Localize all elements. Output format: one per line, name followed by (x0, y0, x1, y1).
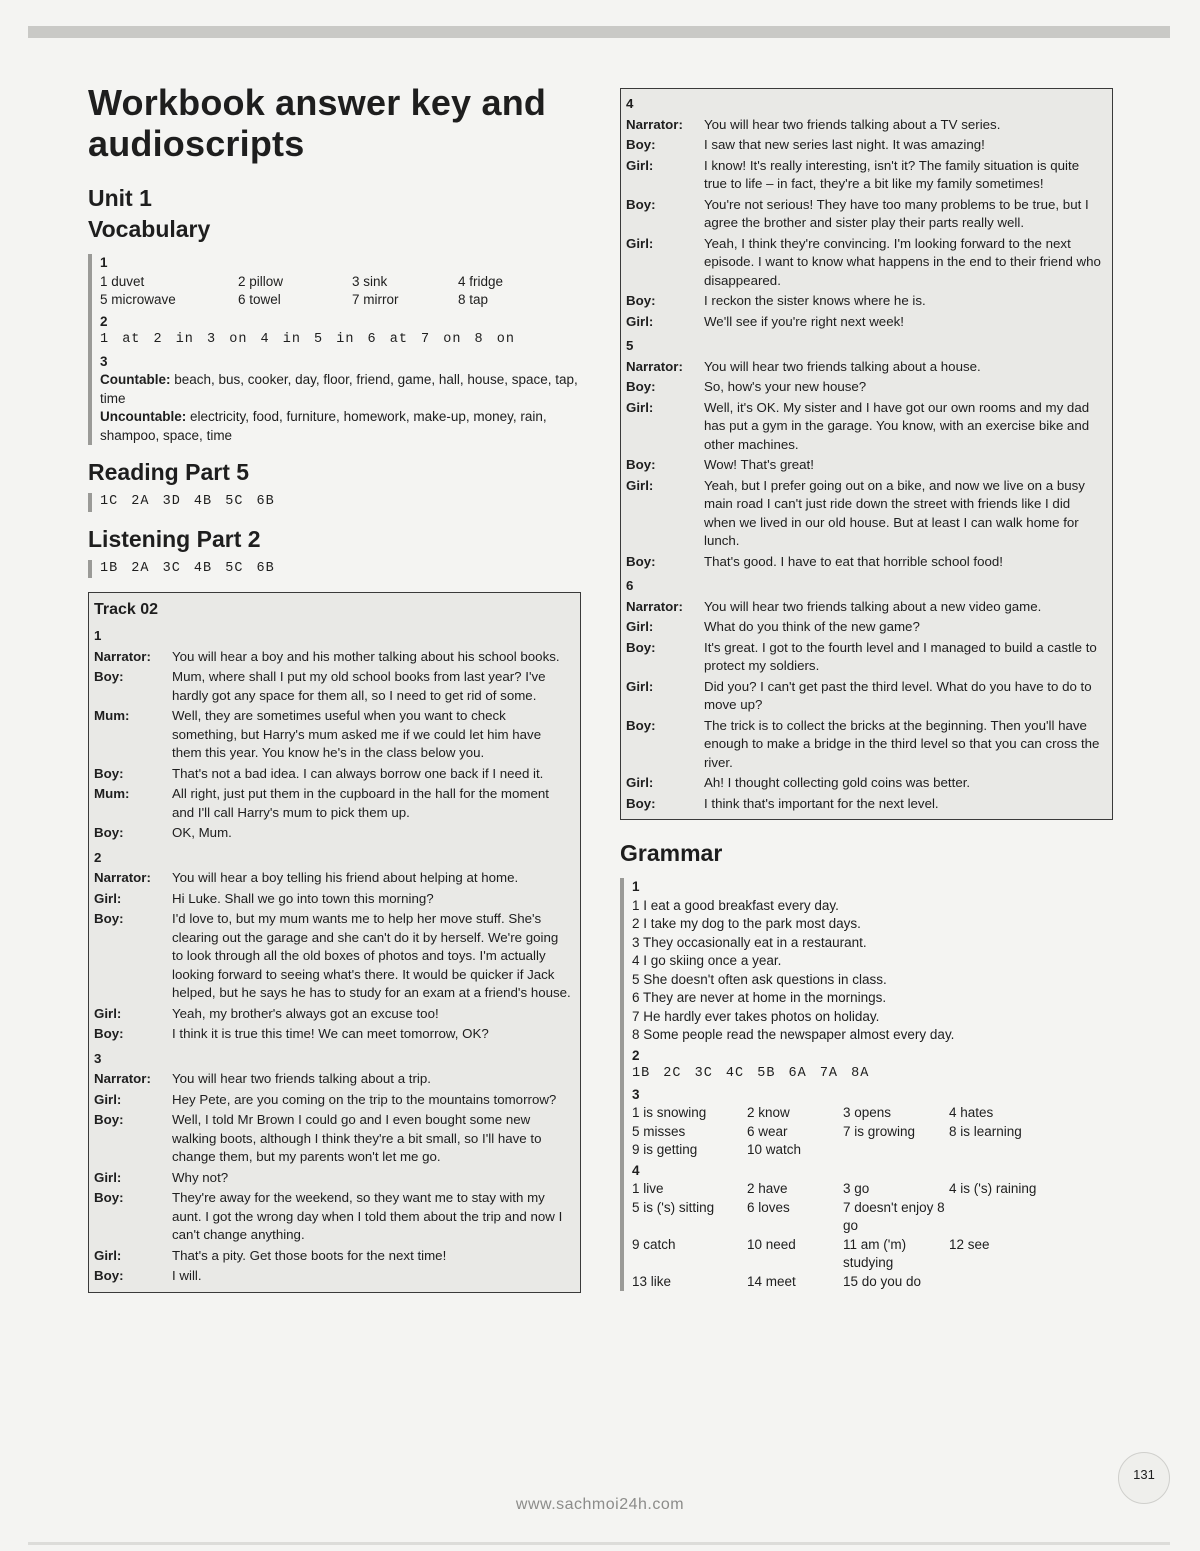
dialogue-text: You're not serious! They have too many problems to be true, but I agree the brother and sister play their parts really well. (704, 196, 1089, 230)
vocabulary-heading: Vocabulary (88, 216, 211, 242)
dialogue-line (626, 456, 1104, 475)
answer-item: 3 go (843, 1181, 870, 1196)
exercise-number: 3 (632, 1086, 640, 1102)
answer-item: 3 sink (352, 273, 388, 289)
speaker-label: Boy: (94, 1026, 124, 1041)
countable-list (100, 371, 588, 408)
speaker-label: Mum: (94, 708, 130, 723)
part-number: 3 (94, 1050, 102, 1066)
bottom-scan-band (28, 1542, 1170, 1545)
answer-item (949, 1273, 1043, 1292)
dialogue-line (94, 824, 572, 843)
dialogue-line (626, 678, 1104, 715)
footer-url: www.sachmoi24h.com (515, 1496, 685, 1513)
speaker-label: Girl: (626, 157, 654, 173)
dialogue-line (626, 477, 1104, 551)
dialogue-text: I know! It's really interesting, isn't it? The family situation is quite true to life – in fact, they're a bit like my family sometimes! (704, 157, 1080, 191)
speaker-label: Boy: (626, 795, 656, 811)
answer-item: 2 pillow (238, 273, 284, 289)
dialogue-line (94, 890, 572, 909)
answer-item: 11 am ('m) studying (843, 1236, 907, 1270)
answer-item: 4 is ('s) raining (949, 1181, 1037, 1196)
dialogue-text: I'd love to, but my mum wants me to help her move stuff. She's clearing out the garage and she can't do it by herself. We're going to look through all the old boxes of photos and toys. I'm actually looking forward to seeing what's there. It would be quicker if Jack helped, but he says he has to study for an exam at a friend's house. (172, 911, 571, 1000)
speaker-label: Girl: (94, 1169, 122, 1185)
dialogue-text: Ah! I thought collecting gold coins was better. (704, 775, 971, 790)
countable-label: Countable: (100, 372, 171, 387)
answer-item: 6 towel (238, 292, 281, 307)
dialogue-text: They're away for the weekend, so they want me to stay with my aunt. I got the wrong day when I told them about the trip and now I can't change anything. (172, 1190, 563, 1242)
speaker-label: Girl: (94, 1091, 122, 1107)
speaker-label: Boy: (626, 379, 656, 394)
part-number: 6 (626, 578, 634, 593)
speaker-label: Girl: (626, 619, 654, 634)
dialogue-line (626, 235, 1104, 291)
speaker-label: Narrator: (94, 648, 151, 664)
answer-item: 1 live (632, 1181, 664, 1196)
speaker-label: Mum: (94, 786, 130, 801)
countable-text: beach, bus, cooker, day, floor, friend, game, hall, house, space, tap, time (100, 372, 578, 406)
answer-item: 5 microwave (100, 292, 176, 307)
speaker-label: Boy: (626, 717, 656, 733)
right-column (620, 88, 1118, 1291)
answer-item: 4 I go skiing once a year. (632, 953, 782, 968)
dialogue-line (94, 1070, 572, 1089)
dialogue-line (94, 1189, 572, 1245)
answer-item: 10 need (747, 1236, 796, 1252)
dialogue-text: Did you? I can't get past the third level. What do you have to do to move up? (704, 678, 1092, 712)
dialogue-text: You will hear two friends talking about a TV series. (704, 116, 1001, 132)
dialogue-text: Well, it's OK. My sister and I have got our own rooms and my dad has put a gym in the garage. You know, with an exercise bike and other machines. (704, 399, 1090, 452)
dialogue-line (94, 1267, 572, 1286)
dialogue-line (94, 1005, 572, 1024)
speaker-label: Boy: (626, 196, 656, 212)
exercise-number: 1 (100, 255, 108, 270)
exercise-number: 3 (100, 353, 108, 369)
dialogue-text: Why not? (172, 1169, 229, 1185)
dialogue-line (94, 869, 572, 888)
answer-item: 4 hates (949, 1105, 994, 1120)
dialogue-line (94, 1091, 572, 1110)
dialogue-text: You will hear a boy and his mother talking about his school books. (172, 648, 560, 664)
grammar-ex1-list (632, 897, 1118, 1045)
dialogue-text: Yeah, I think they're convincing. I'm looking forward to the next episode. I want to know what happens in the end to their friend who disappeared. (704, 235, 1101, 288)
dialogue-line (626, 717, 1104, 773)
reading-heading: Reading Part 5 (88, 459, 250, 485)
uncountable-text: electricity, food, furniture, homework, make-up, money, rain, shampoo, space, time (100, 409, 547, 443)
page-title: Workbook answer key and audioscripts (88, 82, 547, 164)
speaker-label: Girl: (94, 1005, 122, 1021)
dialogue-text: Hi Luke. Shall we go into town this morning? (172, 890, 434, 906)
speaker-label: Girl: (626, 235, 654, 251)
answer-item: 3 opens (843, 1105, 892, 1120)
answer-item: 9 catch (632, 1236, 676, 1252)
top-scan-band (28, 26, 1170, 38)
answer-item: 8 tap (458, 292, 489, 307)
answer-item (949, 1199, 1043, 1236)
exercise-number: 1 (632, 879, 640, 894)
answer-item: 7 He hardly ever takes photos on holiday. (632, 1008, 880, 1024)
dialogue-line (626, 196, 1104, 233)
track-script-box-right (620, 88, 1113, 820)
reading-answer-line: 1C 2A 3D 4B 5C 6B (100, 494, 275, 509)
answer-item: 4 fridge (458, 273, 504, 289)
answer-item: 8 Some people read the newspaper almost every day. (632, 1027, 955, 1042)
reading-answers (88, 493, 588, 512)
page-number: 131 (1118, 1452, 1170, 1504)
dialogue-line (626, 313, 1104, 332)
exercise-number: 2 (632, 1047, 640, 1063)
listening-heading: Listening Part 2 (88, 525, 261, 552)
track-title: Track 02 (94, 601, 159, 618)
part-number: 1 (94, 628, 102, 643)
dialogue-text: I will. (172, 1268, 202, 1283)
answer-item: 1 I eat a good breakfast every day. (632, 897, 839, 913)
dialogue-text: We'll see if you're right next week! (704, 313, 904, 329)
grammar-heading: Grammar (620, 840, 723, 866)
vocabulary-answers (88, 254, 588, 445)
grammar-ex3-grid (632, 1104, 1118, 1160)
dialogue-line (626, 116, 1104, 135)
grammar-ex4-grid (632, 1180, 1118, 1291)
speaker-label: Boy: (626, 457, 656, 472)
answer-item: 7 is growing (843, 1123, 916, 1139)
speaker-label: Girl: (94, 890, 122, 906)
dialogue-text: Well, they are sometimes useful when you want to check something, but Harry's mum asked me if we could let him have them this year. You know he's in the class below you. (172, 708, 542, 760)
answer-item: 6 wear (747, 1123, 788, 1139)
answer-item: 9 is getting (632, 1142, 698, 1157)
dialogue-text: Mum, where shall I put my old school books from last year? I've hardly got any space for them all, so I need to get rid of some. (172, 669, 546, 703)
dialogue-text: Wow! That's great! (704, 457, 814, 472)
answer-item: 1 duvet (100, 273, 145, 289)
vocabulary-ex1-grid (100, 273, 588, 310)
answer-item: 8 is learning (949, 1123, 1022, 1139)
dialogue-line (94, 1025, 572, 1044)
answer-item: 12 see (949, 1236, 990, 1252)
speaker-label: Girl: (626, 399, 654, 415)
audioscript-parts-right (626, 95, 1104, 813)
uncountable-label: Uncountable: (100, 409, 187, 424)
dialogue-line (626, 553, 1104, 572)
dialogue-line (94, 1169, 572, 1188)
dialogue-text: Yeah, but I prefer going out on a bike, and now we live on a busy main road I can't just ride down the street with friends like I did when we lived in our old house. But at least I can walk home for lunch. (704, 477, 1085, 548)
speaker-label: Boy: (94, 1268, 124, 1283)
speaker-label: Girl: (626, 678, 654, 694)
left-column (88, 82, 588, 1293)
dialogue-text: You will hear two friends talking about a house. (704, 358, 981, 374)
answer-item: 15 do you do (843, 1273, 922, 1289)
dialogue-text: So, how's your new house? (704, 379, 867, 394)
speaker-label: Boy: (626, 137, 656, 152)
dialogue-text: I think that's important for the next level. (704, 795, 939, 811)
dialogue-text: The trick is to collect the bricks at the beginning. Then you'll have enough to make a bridge in the third level so that you can cross the river. (704, 717, 1100, 770)
dialogue-text: You will hear two friends talking about a trip. (172, 1071, 431, 1086)
speaker-label: Girl: (94, 1247, 122, 1263)
speaker-label: Narrator: (94, 1071, 151, 1086)
speaker-label: Boy: (94, 765, 124, 781)
grammar-answers (620, 878, 1118, 1291)
speaker-label: Boy: (626, 639, 656, 655)
answer-item: 7 mirror (352, 292, 399, 307)
unit-heading: Unit 1 (88, 185, 152, 211)
answer-item: 3 They occasionally eat in a restaurant. (632, 934, 867, 950)
answer-item: 2 I take my dog to the park most days. (632, 916, 861, 931)
dialogue-text: You will hear a boy telling his friend about helping at home. (172, 870, 519, 885)
dialogue-text: All right, just put them in the cupboard in the hall for the moment and I'll call Harry's mum to pick them up. (172, 786, 549, 820)
dialogue-line (94, 785, 572, 822)
listening-answer-line: 1B 2A 3C 4B 5C 6B (100, 560, 275, 576)
answer-item: 6 loves (747, 1199, 790, 1215)
answer-item: 14 meet (747, 1273, 796, 1289)
speaker-label: Girl: (626, 313, 654, 329)
dialogue-line (626, 136, 1104, 155)
answer-item: 5 misses (632, 1123, 686, 1139)
audioscript-parts-left (94, 627, 572, 1286)
exercise-number: 2 (100, 313, 108, 329)
part-number: 4 (626, 96, 634, 111)
exercise-number: 4 (632, 1162, 640, 1178)
dialogue-line (94, 1247, 572, 1266)
dialogue-line (626, 399, 1104, 455)
speaker-label: Boy: (94, 911, 124, 926)
dialogue-text: That's good. I have to eat that horrible school food! (704, 553, 1003, 569)
speaker-label: Boy: (94, 669, 124, 684)
dialogue-line (626, 378, 1104, 397)
dialogue-text: It's great. I got to the fourth level and I managed to build a castle to protect my soldiers. (704, 639, 1097, 673)
dialogue-line (94, 668, 572, 705)
dialogue-line (94, 648, 572, 667)
dialogue-text: What do you think of the new game? (704, 619, 920, 634)
answer-item: 1 is snowing (632, 1105, 707, 1120)
answer-item: 10 watch (747, 1142, 802, 1157)
speaker-label: Boy: (626, 553, 656, 569)
speaker-label: Boy: (94, 825, 124, 840)
speaker-label: Narrator: (626, 598, 683, 614)
dialogue-line (626, 598, 1104, 617)
speaker-label: Girl: (626, 775, 654, 790)
answer-item: 2 have (747, 1181, 788, 1196)
speaker-label: Boy: (94, 1190, 124, 1205)
dialogue-line (94, 910, 572, 1003)
answer-item: 5 is ('s) sitting (632, 1199, 715, 1215)
answer-item: 7 doesn't enjoy 8 go (843, 1199, 945, 1233)
uncountable-list (100, 408, 588, 445)
listening-answers (88, 560, 588, 579)
dialogue-text: That's a pity. Get those boots for the next time! (172, 1247, 447, 1263)
dialogue-line (626, 639, 1104, 676)
dialogue-text: I reckon the sister knows where he is. (704, 293, 926, 308)
speaker-label: Narrator: (626, 116, 683, 132)
dialogue-line (94, 1111, 572, 1167)
dialogue-line (626, 157, 1104, 194)
speaker-label: Boy: (626, 293, 656, 308)
dialogue-line (626, 618, 1104, 637)
part-number: 5 (626, 338, 634, 353)
dialogue-line (94, 707, 572, 763)
speaker-label: Narrator: (626, 358, 683, 374)
dialogue-text: Yeah, my brother's always got an excuse too! (172, 1005, 439, 1021)
dialogue-text: Well, I told Mr Brown I could go and I even bought some new walking boots, although I think they're a bit small, so I'll have to change them, but my parents won't let me go. (172, 1112, 542, 1164)
track-script-box-left (88, 592, 581, 1293)
dialogue-text: I think it is true this time! We can meet tomorrow, OK? (172, 1026, 489, 1041)
dialogue-line (626, 292, 1104, 311)
dialogue-line (94, 765, 572, 784)
dialogue-line (626, 795, 1104, 814)
dialogue-line (626, 358, 1104, 377)
speaker-label: Boy: (94, 1112, 124, 1127)
speaker-label: Narrator: (94, 870, 151, 885)
dialogue-text: That's not a bad idea. I can always borrow one back if I need it. (172, 765, 544, 781)
dialogue-text: I saw that new series last night. It was amazing! (704, 137, 985, 152)
answer-item: 5 She doesn't often ask questions in class. (632, 971, 887, 987)
dialogue-text: OK, Mum. (172, 825, 232, 840)
dialogue-text: Hey Pete, are you coming on the trip to the mountains tomorrow? (172, 1091, 557, 1107)
grammar-ex2-answers: 1B 2C 3C 4C 5B 6A 7A 8A (632, 1066, 870, 1081)
dialogue-line (626, 774, 1104, 793)
dialogue-text: You will hear two friends talking about a new video game. (704, 598, 1042, 614)
part-number: 2 (94, 849, 102, 865)
speaker-label: Girl: (626, 477, 654, 493)
answer-item: 6 They are never at home in the mornings. (632, 990, 887, 1005)
vocabulary-ex2-answers: 1 at 2 in 3 on 4 in 5 in 6 at 7 on 8 on (100, 332, 515, 347)
answer-item: 2 know (747, 1105, 790, 1120)
answer-item: 13 like (632, 1273, 672, 1289)
